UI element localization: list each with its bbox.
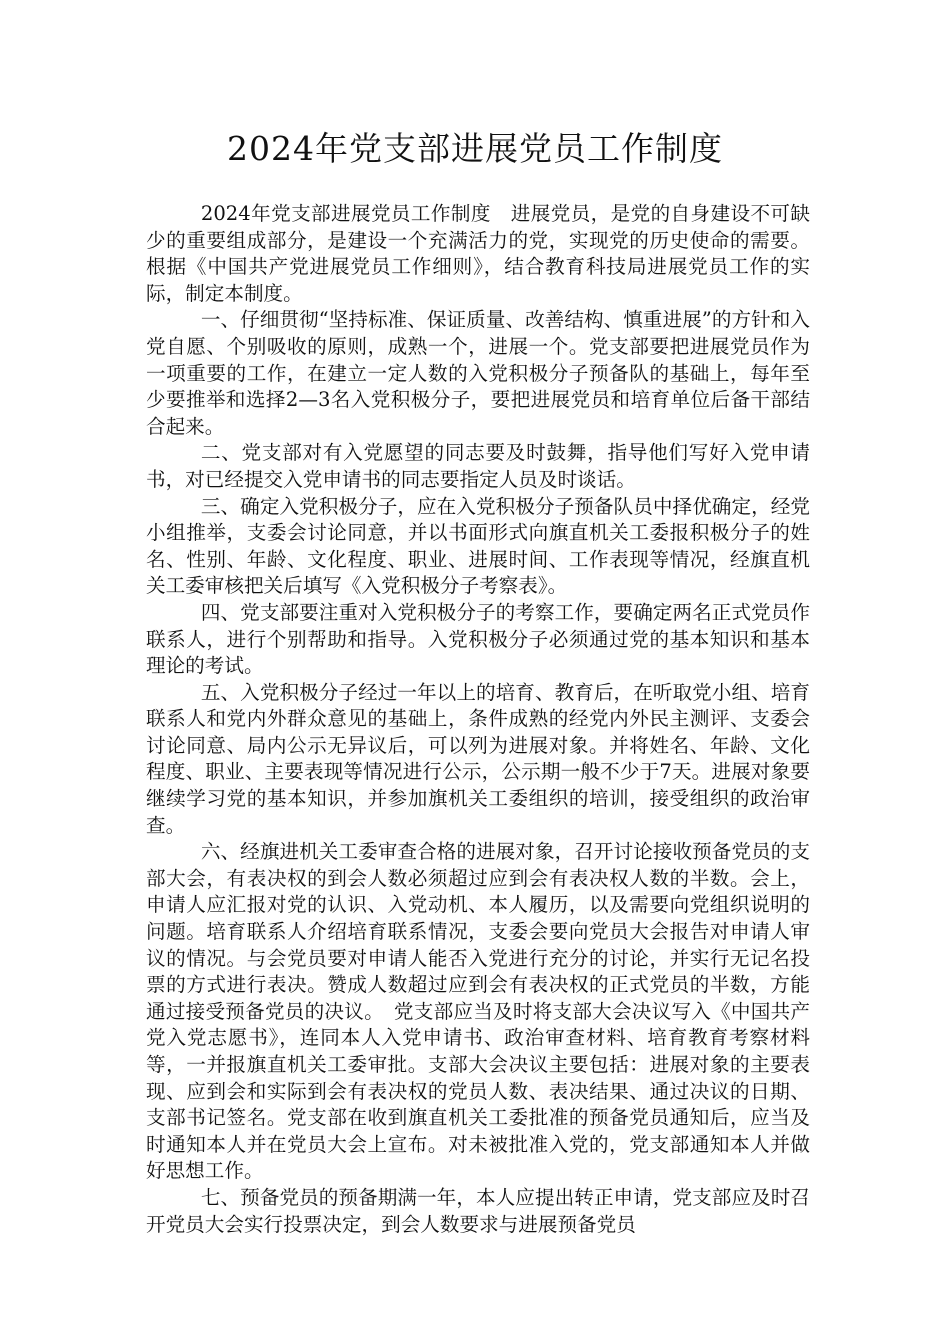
paragraph-item-1: 一、仔细贯彻“坚持标准、保证质量、改善结构、慎重进展”的方针和入党自愿、个别吸收的原则，成熟一个，进展一个。党支部要把进展党员作为一项重要的工作，在建立一定人数的入党积极分子预备队的基础上，每年至少要推举和选择2—3名入党积极分子，要把进展党员和培育单位后备干部结合起来。: [146, 308, 810, 438]
paragraph-item-3: 三、确定入党积极分子，应在入党积极分子预备队员中择优确定，经党小组推举，支委会讨论同意，并以书面形式向旗直机关工委报积极分子的姓名、性别、年龄、文化程度、职业、进展时间、工作表现等情况，经旗直机关工委审核把关后填写《入党积极分子考察表》。: [146, 494, 810, 598]
document-title: 2024年党支部进展党员工作制度: [227, 129, 723, 168]
paragraph-item-4: 四、党支部要注重对入党积极分子的考察工作，要确定两名正式党员作联系人，进行个别帮助和指导。入党积极分子必须通过党的基本知识和基本理论的考试。: [146, 600, 810, 678]
paragraph-item-2: 二、党支部对有入党愿望的同志要及时鼓舞，指导他们写好入党申请书，对已经提交入党申请书的同志要指定人员及时谈话。: [146, 441, 810, 491]
paragraph-item-6: 六、经旗进机关工委审查合格的进展对象，召开讨论接收预备党员的支部大会，有表决权的到会人数必须超过应到会有表决权人数的半数。会上，申请人应汇报对党的认识、入党动机、本人履历，以及需要向党组织说明的问题。培育联系人介绍培育联系情况，支委会要向党员大会报告对申请人审议的情况。与会党员要对申请人能否入党进行充分的讨论，并实行无记名投票的方式进行表决。赞成人数超过应到会有表决权的正式党员的半数，方能通过接受预备党员的决议。 党支部应当及时将支部大会决议写入《中国共产党入党志愿书》，连同本人入党申请书、政治审查材料、培育教育考察材料等，一并报旗直机关工委审批。支部大会决议主要包括：进展对象的主要表现、应到会和实际到会有表决权的党员人数、表决结果、通过决议的日期、支部书记签名。党支部在收到旗直机关工委批准的预备党员通知后，应当及时通知本人并在党员大会上宣布。对未被批准入党的，党支部通知本人并做好思想工作。: [146, 840, 810, 1183]
document-body: [146, 201, 810, 1238]
paragraph-item-7: 七、预备党员的预备期满一年，本人应提出转正申请，党支部应及时召开党员大会实行投票决定，到会人数要求与进展预备党员: [146, 1185, 810, 1236]
paragraph-intro: 2024年党支部进展党员工作制度 进展党员，是党的自身建设不可缺少的重要组成部分，是建设一个充满活力的党，实现党的历史使命的需要。根据《中国共产党进展党员工作细则》，结合教育科技局进展党员工作的实际，制定本制度。: [146, 202, 810, 305]
paragraph-item-5: 五、入党积极分子经过一年以上的培育、教育后，在听取党小组、培育联系人和党内外群众意见的基础上，条件成熟的经党内外民主测评、支委会讨论同意、局内公示无异议后，可以列为进展对象。并将姓名、年龄、文化程度、职业、主要表现等情况进行公示，公示期一般不少于7天。进展对象要继续学习党的基本知识，并参加旗机关工委组织的培训，接受组织的政治审查。: [146, 680, 810, 837]
